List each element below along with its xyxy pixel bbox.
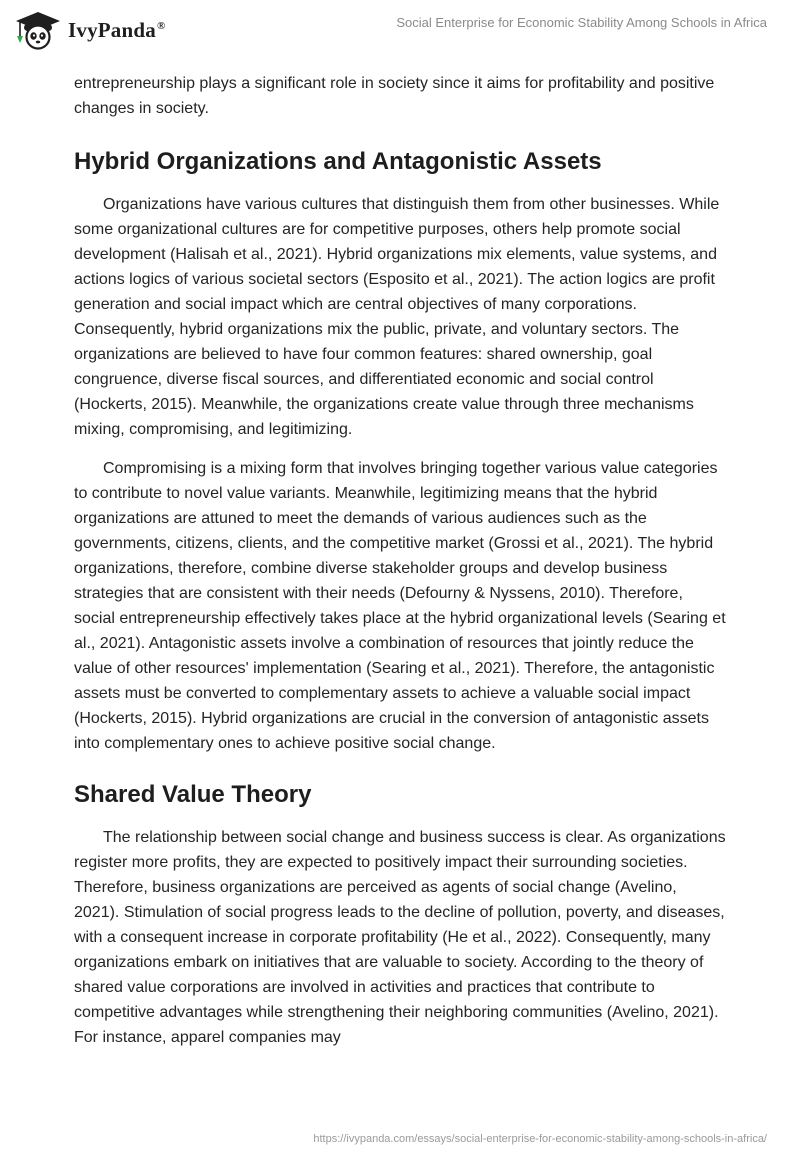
document-title: Social Enterprise for Economic Stability Among Schools in Africa (396, 15, 767, 30)
source-url[interactable]: https://ivypanda.com/essays/social-enterprise-for-economic-stability-among-schools-in-africa/ (313, 1133, 767, 1145)
logo-text (68, 18, 165, 43)
body-paragraph: The relationship between social change and business success is clear. As organizations register more profits, they are expected to positively impact their surrounding societies. Therefore, business organizations are perceived as agents of social change (Avelino, 2021). Stimulation of social progress leads to the decline of pollution, poverty, and diseases, with a consequent increase in corporate profitability (He et al., 2022). Consequently, many organizations embark on initiatives that are valuable to society. According to the theory of shared value corporations are involved in activities and practices that contribute to competitive advantages while strengthening their neighboring communities (Avelino, 2021). For instance, apparel companies may (74, 829, 726, 1046)
intro-paragraph: entrepreneurship plays a significant role in society since it aims for profitability and positive changes in society. (74, 75, 715, 117)
body-paragraph: Organizations have various cultures that distinguish them from other businesses. While some organizational cultures are for competitive purposes, others help promote social development (Halisah et al., 2021). Hybrid organizations mix elements, value systems, and actions logics of various societal sectors (Esposito et al., 2021). The action logics are profit generation and social impact which are central objectives of many corporations. Consequently, hybrid organizations mix the public, private, and voluntary sectors. The organizations are believed to have four common features: shared ownership, goal congruence, diverse fiscal sources, and differentiated economic and social control (Hockerts, 2015). Meanwhile, the organizations create value through three mechanisms mixing, compromising, and legitimizing. (74, 196, 720, 438)
body-paragraph: Compromising is a mixing form that involves bringing together various value categories to contribute to novel value variants. Meanwhile, legitimizing means that the hybrid organizations are attuned to meet the demands of various audiences such as the governments, citizens, clients, and the competitive market (Grossi et al., 2021). The hybrid organizations, therefore, combine diverse stakeholder groups and develop business strategies that are consistent with their needs (Defourny & Nyssens, 2010). Therefore, social entrepreneurship effectively takes place at the hybrid organizational levels (Searing et al., 2021). Antagonistic assets involve a combination of resources that jointly reduce the value of other resources' implementation (Searing et al., 2021). Therefore, the antagonistic assets must be converted to complementary assets to achieve a valuable social impact (Hockerts, 2015). Hybrid organizations are crucial in the conversion of antagonistic assets into complementary ones to achieve positive social change. (74, 460, 726, 752)
section-heading-shared-value-theory: Shared Value Theory (74, 781, 312, 808)
logo-wordmark: IvyPanda (68, 17, 156, 42)
page-header (0, 0, 800, 64)
article-content (74, 71, 726, 1050)
ivypanda-logo[interactable] (14, 10, 165, 50)
registered-mark: ® (156, 19, 166, 32)
section-heading-hybrid-organizations: Hybrid Organizations and Antagonistic Assets (74, 148, 602, 175)
panda-graduation-cap-icon (14, 10, 62, 50)
